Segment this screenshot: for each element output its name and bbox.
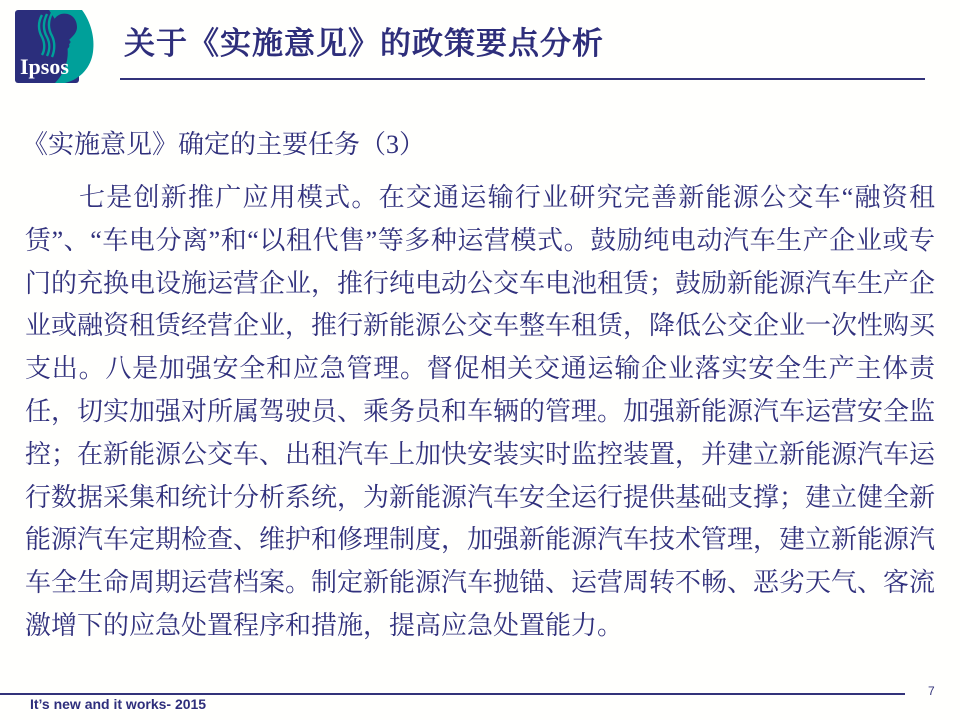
footer-tagline: It’s new and it works- 2015 [30,696,207,712]
page-number: 7 [928,684,935,698]
body-paragraph: 七是创新推广应用模式。在交通运输行业研究完善新能源公交车“融资租赁”、“车电分离”和“以租代售”等多种运营模式。鼓励纯电动汽车生产企业或专门的充换电设施运营企业，推行纯电动公交车电池租赁；鼓励新能源汽车生产企业或融资租赁经营企业，推行新能源公交车整车租赁，降低公交企业一次性购买支出。八是加强安全和应急管理。督促相关交通运输企业落实安全生产主体责任，切实加强对所属驾驶员、乘务员和车辆的管理。加强新能源汽车运营安全监控；在新能源公交车、出租汽车上加快安装实时监控装置，并建立新能源汽车运行数据采集和统计分析系统，为新能源汽车安全运行提供基础支撑；建立健全新能源汽车定期检查、维护和修理制度，加强新能源汽车技术管理，建立新能源汽车全生命周期运营档案。制定新能源汽车抛锚、运营周转不畅、恶劣天气、客流激增下的应急处置程序和措施，提高应急处置能力。 [25,183,936,640]
title-divider [120,78,925,80]
logo-wordmark: Ipsos [20,54,69,79]
ipsos-logo-graphic [15,10,95,83]
page-title: 关于《实施意见》的政策要点分析 [124,26,604,61]
slide-subtitle: 《实施意见》确定的主要任务（3） [22,130,426,159]
ipsos-logo [15,10,95,83]
footer-divider [0,693,905,695]
